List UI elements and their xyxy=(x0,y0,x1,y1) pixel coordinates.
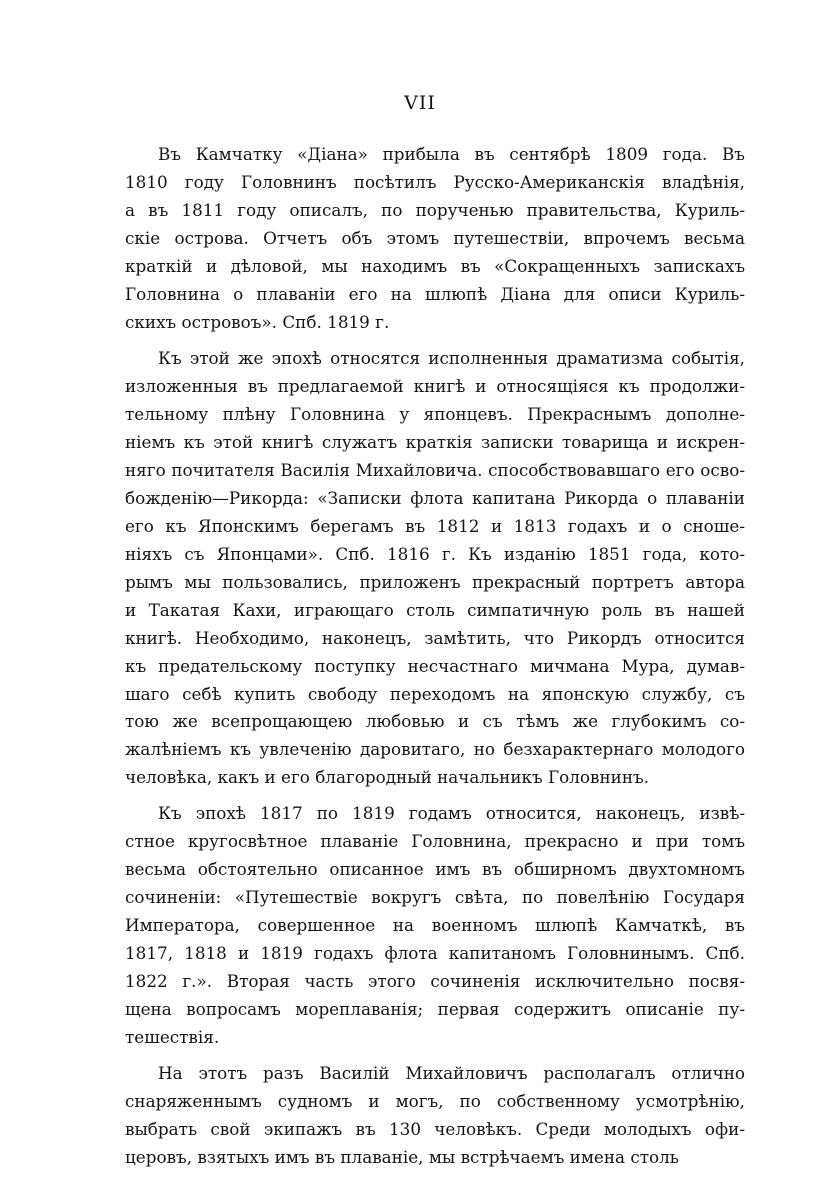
text-line: скіе острова. Отчетъ объ этомъ путешествіи, впрочемъ весьма xyxy=(125,227,745,248)
text-line: снаряженнымъ судномъ и могъ, по собственному усмотрѣнію, xyxy=(125,1091,745,1112)
text-line: церовъ, взятыхъ имъ въ плаваніе, мы встрѣчаемъ имена столь xyxy=(125,1147,679,1167)
text-line: ніяхъ съ Японцами». Спб. 1816 г. Къ изданію 1851 года, кото- xyxy=(125,543,745,564)
text-line: книгѣ. Необходимо, наконецъ, замѣтить, что Рикордъ относится xyxy=(125,627,745,648)
text-line: На этотъ разъ Василій Михайловичъ располагалъ отлично xyxy=(158,1063,745,1084)
text-line: 1810 году Головнинъ посѣтилъ Русско-Американскія владѣнія, xyxy=(125,172,745,192)
text-line: божденію—Рикорда: «Записки флота капитана Рикорда о плаваніи xyxy=(125,487,745,508)
text-line: ніемъ къ этой книгѣ служатъ краткія записки товарища и искрен- xyxy=(125,431,745,452)
text-line: стное кругосвѣтное плаваніе Головнина, прекрасно и при томъ xyxy=(125,831,745,852)
text-line: Въ Камчатку «Діана» прибыла въ сентябрѣ 1809 года. Въ xyxy=(158,144,745,164)
text-line: тою же всепрощающею любовью и съ тѣмъ же глубокимъ со- xyxy=(125,711,745,732)
text-line: его къ Японскимъ берегамъ въ 1812 и 1813 годахъ и о сноше- xyxy=(125,515,745,536)
text-line: изложенныя въ предлагаемой книгѣ и относящіяся къ продолжи- xyxy=(125,375,745,396)
text-line: человѣка, какъ и его благородный начальникъ Головнинъ. xyxy=(125,767,650,788)
text-line: а въ 1811 году описалъ, по порученью правительства, Куриль- xyxy=(125,199,745,220)
text-line: Императора, совершенное на военномъ шлюпѣ Камчаткѣ, въ xyxy=(125,915,745,936)
text-line: Головнина о плаваніи его на шлюпѣ Діана для описи Куриль- xyxy=(125,283,745,304)
text-line: сочиненіи: «Путешествіе вокругъ свѣта, по повелѣнію Государя xyxy=(125,887,745,908)
text-line: скихъ островоъ». Спб. 1819 г. xyxy=(125,311,390,332)
text-line: весьма обстоятельно описанное имъ въ обширномъ двухтомномъ xyxy=(125,859,745,880)
text-line: и Такатая Кахи, играющаго столь симпатичную роль въ нашей xyxy=(125,599,745,620)
text-line: Къ этой же эпохѣ относятся исполненныя драматизма событія, xyxy=(158,347,745,368)
text-line: щена вопросамъ мореплаванія; первая содержитъ описаніе пу- xyxy=(125,999,745,1020)
text-line: Къ эпохѣ 1817 по 1819 годамъ относится, наконецъ, извѣ- xyxy=(158,803,745,824)
text-line: 1822 г.». Вторая часть этого сочиненія исключительно посвя- xyxy=(125,971,745,992)
text-line: тельному плѣну Головнина у японцевъ. Прекраснымъ дополне- xyxy=(125,403,745,424)
text-line: тешествія. xyxy=(125,1027,220,1048)
text-line: шаго себѣ купить свободу переходомъ на японскую службу, съ xyxy=(125,683,745,704)
text-line: къ предательскому поступку несчастнаго мичмана Мура, думав- xyxy=(125,655,745,676)
text-line: выбрать свой экипажъ въ 130 человѣкъ. Среди молодыхъ офи- xyxy=(125,1119,745,1140)
page-number: VII xyxy=(404,92,436,114)
text-line: краткій и дѣловой, мы находимъ въ «Сокращенныхъ запискахъ xyxy=(125,255,745,276)
text-line: няго почитателя Василія Михайловича. способствовавшаго его осво- xyxy=(125,459,745,480)
text-line: 1817, 1818 и 1819 годахъ флота капитаномъ Головнинымъ. Спб. xyxy=(125,943,745,964)
text-line: рымъ мы пользовались, приложенъ прекрасный портретъ автора xyxy=(125,571,745,592)
text-line: жалѣніемъ къ увлеченію даровитаго, но безхарактернаго молодого xyxy=(125,739,745,760)
